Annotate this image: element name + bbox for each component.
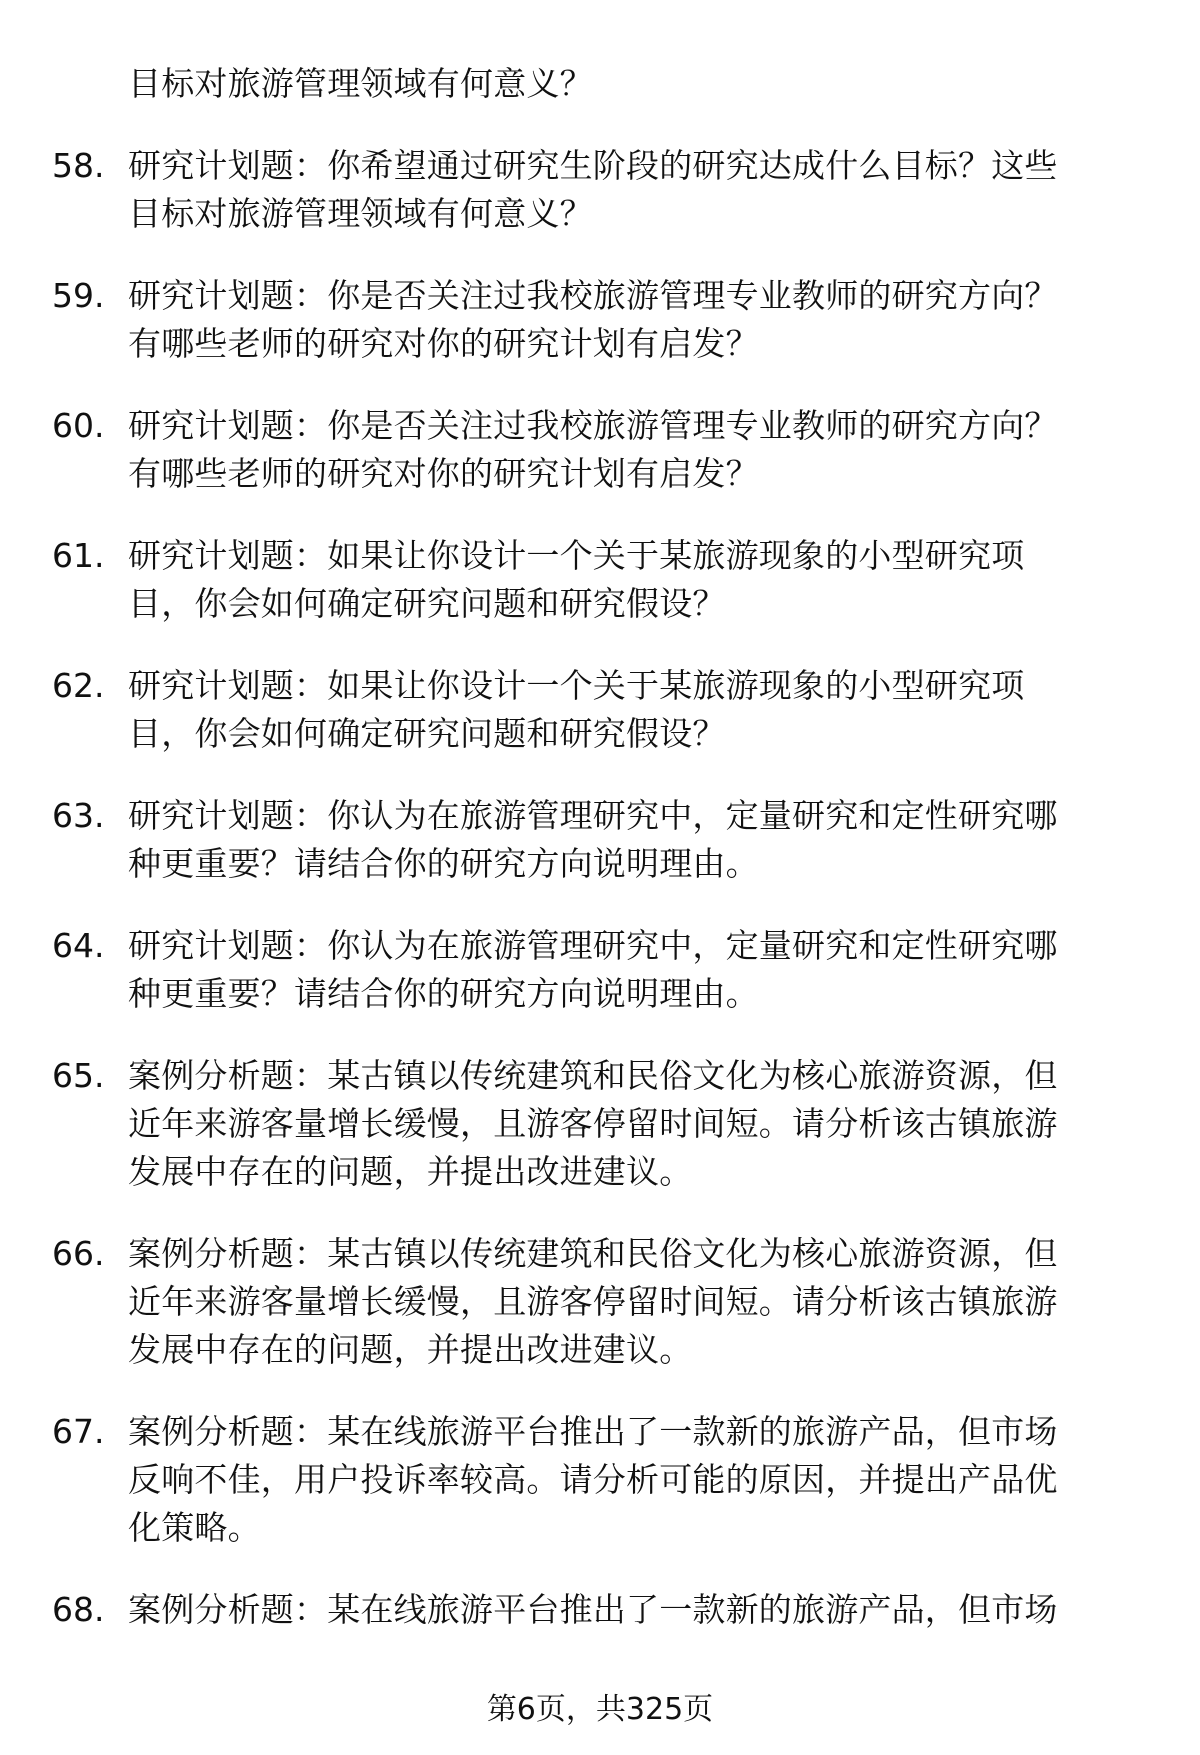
question-line: 研究计划题：你是否关注过我校旅游管理专业教师的研究方向？ <box>128 276 1058 315</box>
question-number: 65. <box>52 1056 105 1095</box>
question-line: 种更重要？请结合你的研究方向说明理由。 <box>128 974 759 1013</box>
question-line: 发展中存在的问题，并提出改进建议。 <box>128 1152 693 1191</box>
question-line: 有哪些老师的研究对你的研究计划有启发？ <box>128 454 759 493</box>
question-line: 目，你会如何确定研究问题和研究假设？ <box>128 584 726 623</box>
question-continuation <box>0 60 1200 108</box>
question-number: 63. <box>52 796 105 835</box>
page-number: 第6页，共325页 <box>486 1692 714 1727</box>
question-number: 64. <box>52 926 105 965</box>
question-number: 66. <box>52 1234 105 1273</box>
question-line: 研究计划题：你是否关注过我校旅游管理专业教师的研究方向？ <box>128 406 1058 445</box>
question-number: 67. <box>52 1412 105 1451</box>
question-item <box>0 402 1200 498</box>
question-line: 种更重要？请结合你的研究方向说明理由。 <box>128 844 759 883</box>
question-line: 目标对旅游管理领域有何意义？ <box>128 194 593 233</box>
question-line: 案例分析题：某在线旅游平台推出了一款新的旅游产品，但市场 <box>128 1412 1058 1451</box>
question-item <box>0 272 1200 368</box>
question-line: 发展中存在的问题，并提出改进建议。 <box>128 1330 693 1369</box>
question-line: 近年来游客量增长缓慢，且游客停留时间短。请分析该古镇旅游 <box>128 1104 1058 1143</box>
question-line: 目标对旅游管理领域有何意义？ <box>128 64 593 103</box>
question-number: 68. <box>52 1590 105 1629</box>
question-line: 有哪些老师的研究对你的研究计划有启发？ <box>128 324 759 363</box>
question-line: 案例分析题：某古镇以传统建筑和民俗文化为核心旅游资源，但 <box>128 1234 1058 1273</box>
question-line: 研究计划题：你认为在旅游管理研究中，定量研究和定性研究哪 <box>128 796 1058 835</box>
question-number: 59. <box>52 276 105 315</box>
question-item <box>0 142 1200 238</box>
question-number: 62. <box>52 666 105 705</box>
question-line: 研究计划题：如果让你设计一个关于某旅游现象的小型研究项 <box>128 536 1025 575</box>
question-item <box>0 1408 1200 1552</box>
question-line: 化策略。 <box>128 1508 261 1547</box>
question-number: 61. <box>52 536 105 575</box>
question-line: 案例分析题：某在线旅游平台推出了一款新的旅游产品，但市场 <box>128 1590 1058 1629</box>
question-line: 目，你会如何确定研究问题和研究假设？ <box>128 714 726 753</box>
question-item <box>0 792 1200 888</box>
question-item <box>0 662 1200 758</box>
question-number: 58. <box>52 146 105 185</box>
question-line: 反响不佳，用户投诉率较高。请分析可能的原因，并提出产品优 <box>128 1460 1058 1499</box>
question-line: 研究计划题：你希望通过研究生阶段的研究达成什么目标？这些 <box>128 146 1058 185</box>
question-number: 60. <box>52 406 105 445</box>
question-line: 研究计划题：你认为在旅游管理研究中，定量研究和定性研究哪 <box>128 926 1058 965</box>
question-item <box>0 922 1200 1018</box>
question-item <box>0 1586 1200 1634</box>
question-list <box>0 60 1200 1668</box>
question-line: 案例分析题：某古镇以传统建筑和民俗文化为核心旅游资源，但 <box>128 1056 1058 1095</box>
question-item <box>0 532 1200 628</box>
question-item <box>0 1052 1200 1196</box>
question-line: 研究计划题：如果让你设计一个关于某旅游现象的小型研究项 <box>128 666 1025 705</box>
question-item <box>0 1230 1200 1374</box>
question-line: 近年来游客量增长缓慢，且游客停留时间短。请分析该古镇旅游 <box>128 1282 1058 1321</box>
